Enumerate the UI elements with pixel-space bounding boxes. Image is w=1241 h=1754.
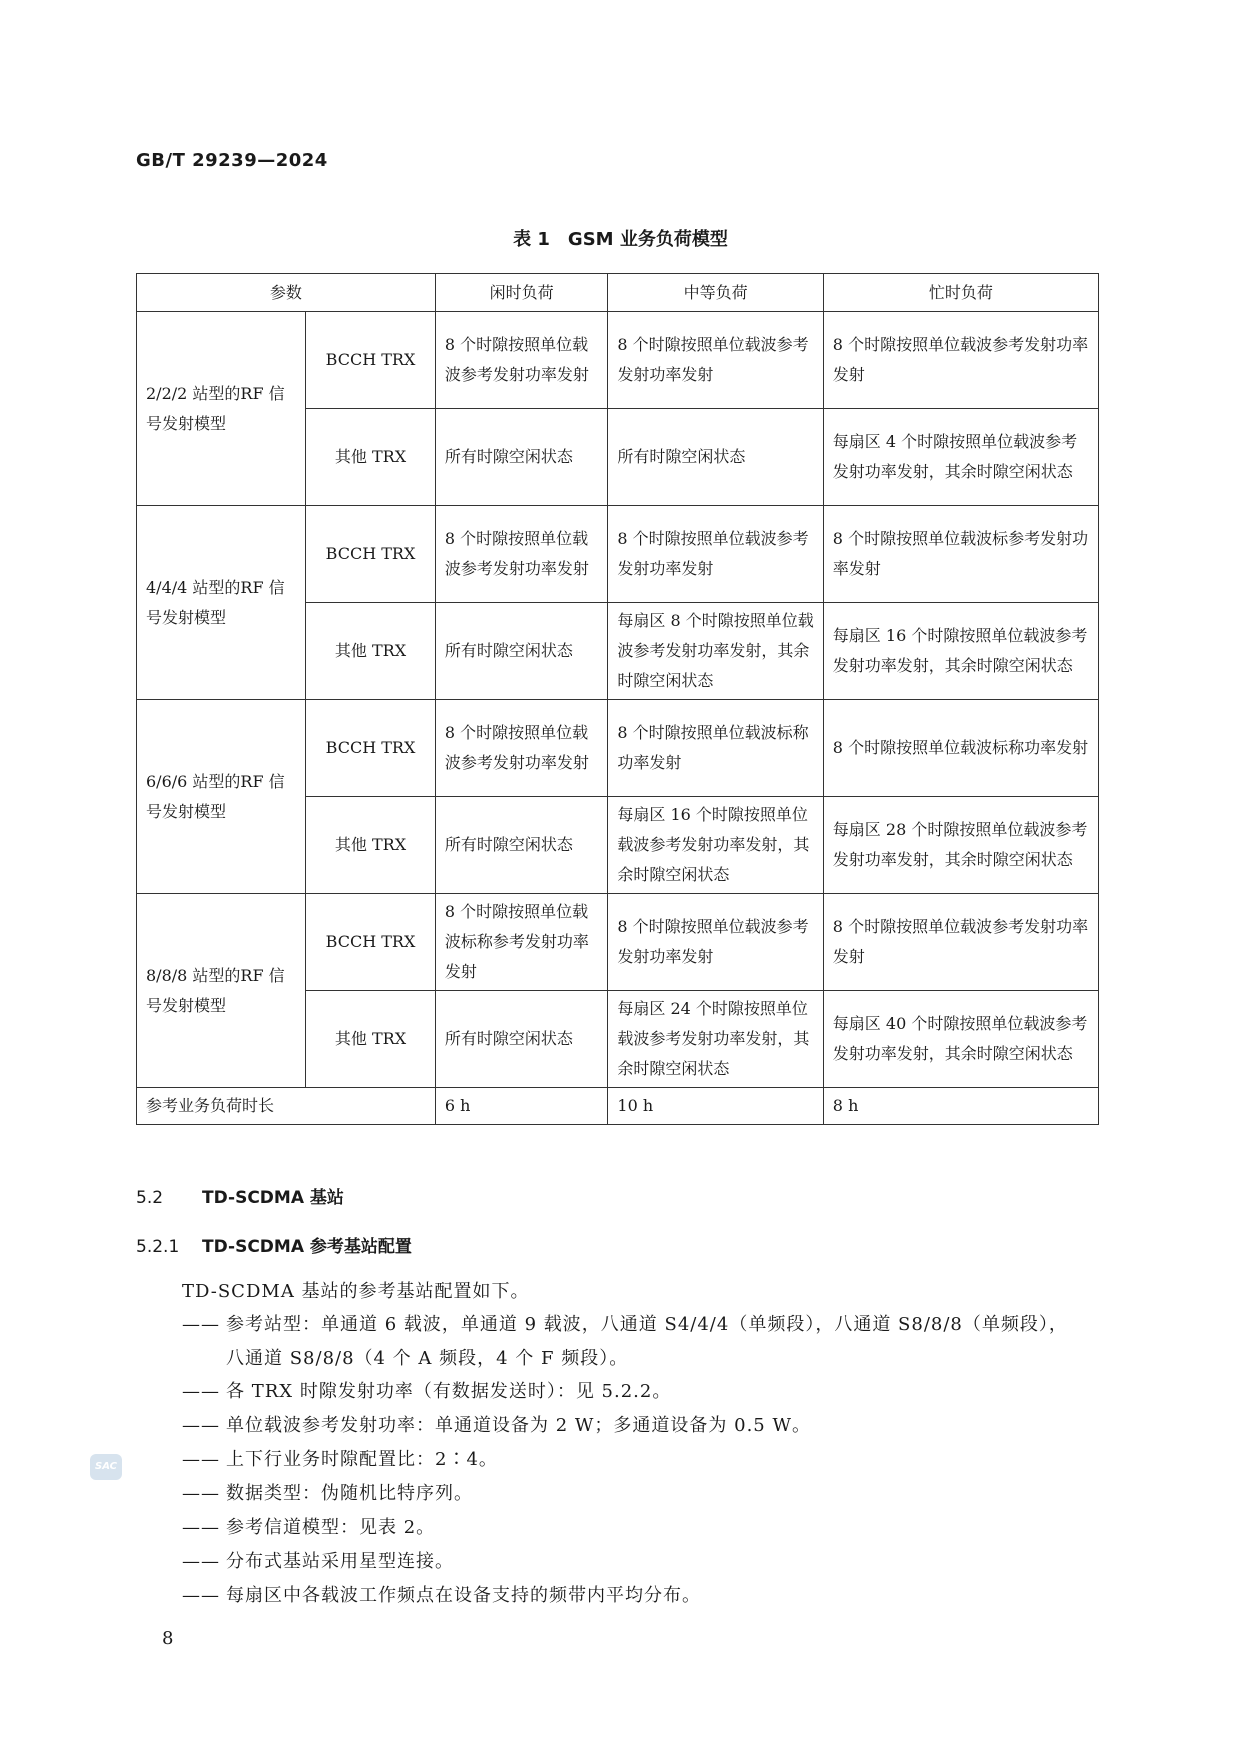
list-item <box>182 1477 1102 1511</box>
list-item-text: 数据类型：伪随机比特序列。 <box>226 1483 473 1504</box>
medium-cell: 8 个时隙按照单位载波标称功率发射 <box>608 700 823 797</box>
site-type-label: 6/6/6 站型的RF 信号发射模型 <box>137 700 306 894</box>
section-title: TD-SCDMA 基站 <box>202 1188 344 1208</box>
table-row <box>137 894 1099 991</box>
busy-cell: 每扇区 4 个时隙按照单位载波参考发射功率发射，其余时隙空闲状态 <box>823 409 1098 506</box>
list-dash: —— <box>182 1483 220 1504</box>
list-item-text: 每扇区中各载波工作频点在设备支持的频带内平均分布。 <box>226 1585 701 1606</box>
busy-cell: 每扇区 28 个时隙按照单位载波参考发射功率发射，其余时隙空闲状态 <box>823 797 1098 894</box>
table-row <box>137 312 1099 409</box>
idle-cell: 8 个时隙按照单位载波参考发射功率发射 <box>435 506 608 603</box>
duration-label: 参考业务负荷时长 <box>137 1088 436 1125</box>
medium-cell: 8 个时隙按照单位载波参考发射功率发射 <box>608 312 823 409</box>
trx-type: 其他 TRX <box>306 603 436 700</box>
gsm-load-model-table <box>136 273 1099 1125</box>
list-dash: —— <box>182 1551 220 1572</box>
site-type-label: 8/8/8 站型的RF 信号发射模型 <box>137 894 306 1088</box>
standard-number: GB/T 29239—2024 <box>136 150 328 171</box>
trx-type: 其他 TRX <box>306 409 436 506</box>
idle-cell: 所有时隙空闲状态 <box>435 991 608 1088</box>
table-header-row <box>137 274 1099 312</box>
trx-type: BCCH TRX <box>306 894 436 991</box>
table-row <box>137 700 1099 797</box>
intro-paragraph: TD-SCDMA 基站的参考基站配置如下。 <box>182 1281 530 1302</box>
medium-cell: 所有时隙空闲状态 <box>608 409 823 506</box>
idle-cell: 所有时隙空闲状态 <box>435 797 608 894</box>
section-5-2-1-heading <box>136 1232 412 1257</box>
section-title: TD-SCDMA 参考基站配置 <box>202 1237 412 1257</box>
trx-type: 其他 TRX <box>306 991 436 1088</box>
trx-type: BCCH TRX <box>306 312 436 409</box>
duration-medium: 10 h <box>608 1088 823 1125</box>
list-item-text: 分布式基站采用星型连接。 <box>226 1551 454 1572</box>
trx-type: BCCH TRX <box>306 506 436 603</box>
busy-cell: 每扇区 16 个时隙按照单位载波参考发射功率发射，其余时隙空闲状态 <box>823 603 1098 700</box>
medium-cell: 每扇区 8 个时隙按照单位载波参考发射功率发射，其余时隙空闲状态 <box>608 603 823 700</box>
list-item <box>182 1545 1102 1579</box>
page-number: 8 <box>162 1628 174 1649</box>
medium-cell: 8 个时隙按照单位载波参考发射功率发射 <box>608 506 823 603</box>
list-item <box>182 1409 1102 1443</box>
idle-cell: 所有时隙空闲状态 <box>435 409 608 506</box>
trx-type: 其他 TRX <box>306 797 436 894</box>
list-item-text: 各 TRX 时隙发射功率（有数据发送时）：见 5.2.2。 <box>226 1381 672 1402</box>
list-dash: —— <box>182 1449 220 1470</box>
list-dash: —— <box>182 1517 220 1538</box>
list-dash: —— <box>182 1585 220 1606</box>
busy-cell: 8 个时隙按照单位载波参考发射功率发射 <box>823 312 1098 409</box>
list-item <box>182 1579 1102 1613</box>
list-dash: —— <box>182 1314 220 1335</box>
duration-row <box>137 1088 1099 1125</box>
list-item-continuation: 八通道 S8/8/8（4 个 A 频段，4 个 F 频段）。 <box>226 1348 629 1369</box>
section-number: 5.2.1 <box>136 1237 180 1257</box>
busy-cell: 8 个时隙按照单位载波标参考发射功率发射 <box>823 506 1098 603</box>
busy-cell: 8 个时隙按照单位载波标称功率发射 <box>823 700 1098 797</box>
idle-cell: 8 个时隙按照单位载波标称参考发射功率发射 <box>435 894 608 991</box>
header-medium: 中等负荷 <box>608 274 823 312</box>
list-dash: —— <box>182 1381 220 1402</box>
list-item-text: 上下行业务时隙配置比：2∶4。 <box>226 1449 498 1470</box>
site-type-label: 4/4/4 站型的RF 信号发射模型 <box>137 506 306 700</box>
idle-cell: 8 个时隙按照单位载波参考发射功率发射 <box>435 312 608 409</box>
trx-type: BCCH TRX <box>306 700 436 797</box>
sac-watermark-logo: SAC <box>90 1454 122 1480</box>
medium-cell: 8 个时隙按照单位载波参考发射功率发射 <box>608 894 823 991</box>
list-item-text: 单位载波参考发射功率：单通道设备为 2 W；多通道设备为 0.5 W。 <box>226 1415 811 1436</box>
medium-cell: 每扇区 24 个时隙按照单位载波参考发射功率发射，其余时隙空闲状态 <box>608 991 823 1088</box>
duration-idle: 6 h <box>435 1088 608 1125</box>
header-idle: 闲时负荷 <box>435 274 608 312</box>
section-5-2-heading <box>136 1183 344 1208</box>
section-number: 5.2 <box>136 1188 164 1208</box>
busy-cell: 8 个时隙按照单位载波参考发射功率发射 <box>823 894 1098 991</box>
duration-busy: 8 h <box>823 1088 1098 1125</box>
list-item <box>182 1375 1102 1409</box>
list-item-text: 参考站型：单通道 6 载波，单通道 9 载波，八通道 S4/4/4（单频段），八通道 S8/8/8（单频段）， <box>226 1314 1068 1335</box>
header-busy: 忙时负荷 <box>823 274 1098 312</box>
list-item-text: 参考信道模型：见表 2。 <box>226 1517 436 1538</box>
idle-cell: 8 个时隙按照单位载波参考发射功率发射 <box>435 700 608 797</box>
list-item <box>182 1511 1102 1545</box>
table-caption: 表 1 GSM 业务负荷模型 <box>513 229 728 250</box>
idle-cell: 所有时隙空闲状态 <box>435 603 608 700</box>
table-row <box>137 506 1099 603</box>
list-dash: —— <box>182 1415 220 1436</box>
site-type-label: 2/2/2 站型的RF 信号发射模型 <box>137 312 306 506</box>
header-param: 参数 <box>137 274 436 312</box>
list-item <box>182 1443 1102 1477</box>
list-item <box>182 1308 1102 1376</box>
medium-cell: 每扇区 16 个时隙按照单位载波参考发射功率发射，其余时隙空闲状态 <box>608 797 823 894</box>
busy-cell: 每扇区 40 个时隙按照单位载波参考发射功率发射，其余时隙空闲状态 <box>823 991 1098 1088</box>
